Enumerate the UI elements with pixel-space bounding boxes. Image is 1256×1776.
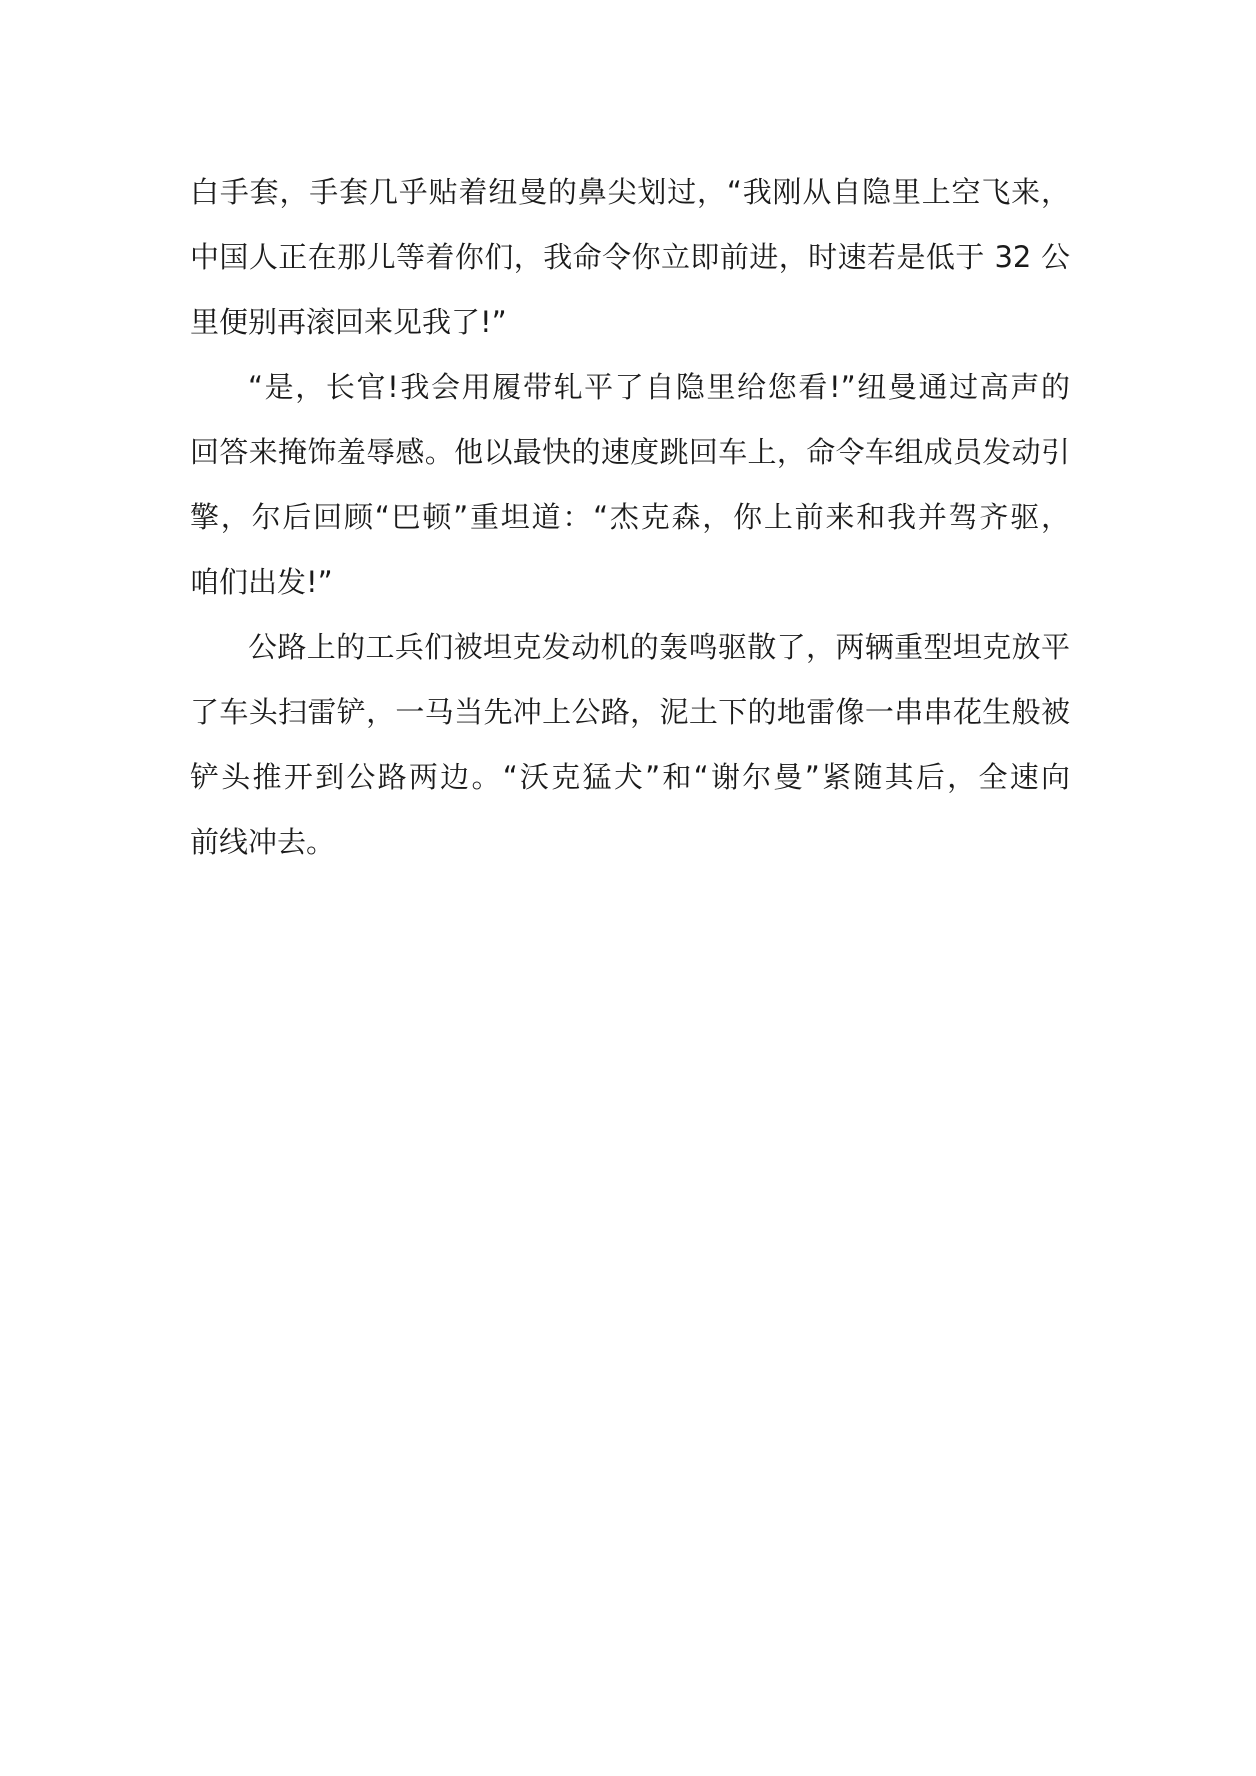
text-line: “是，长官!我会用履带轧平了自隐里给您看!”纽曼通过高声的 (248, 370, 1070, 404)
text-line: 回答来掩饰羞辱感。他以最快的速度跳回车上，命令车组成员发动引 (190, 435, 1070, 469)
paragraph-1 (190, 160, 1070, 355)
text-line: 中国人正在那儿等着你们，我命令你立即前进，时速若是低于 32 公 (190, 240, 1070, 274)
paragraph-2 (190, 355, 1070, 615)
text-line: 白手套，手套几乎贴着纽曼的鼻尖划过，“我刚从自隐里上空飞来， (190, 175, 1070, 209)
text-line: 里便别再滚回来见我了!” (190, 305, 507, 339)
text-line: 铲头推开到公路两边。“沃克猛犬”和“谢尔曼”紧随其后，全速向 (190, 760, 1070, 794)
text-line: 前线冲去。 (190, 825, 336, 859)
body-text (190, 160, 1070, 875)
text-line: 了车头扫雷铲，一马当先冲上公路，泥土下的地雷像一串串花生般被 (190, 695, 1070, 729)
text-line: 擎，尔后回顾“巴顿”重坦道：“杰克森，你上前来和我并驾齐驱， (190, 500, 1070, 534)
text-line: 公路上的工兵们被坦克发动机的轰鸣驱散了，两辆重型坦克放平 (248, 630, 1070, 664)
paragraph-3 (190, 615, 1070, 875)
text-line: 咱们出发!” (190, 565, 333, 599)
